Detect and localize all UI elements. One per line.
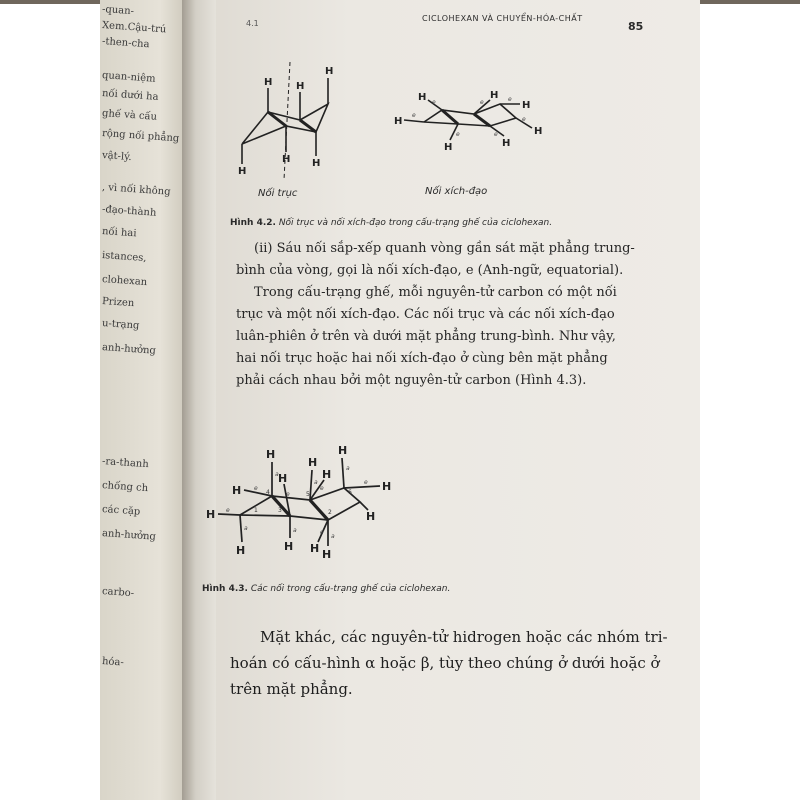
bond-marker-e: e	[494, 131, 498, 138]
text-line: trên mặt phẳng.	[230, 680, 353, 698]
section-marker: 4.1	[246, 19, 259, 28]
left-page-fragment: carbo-	[101, 586, 135, 600]
atom-label-h: H	[310, 542, 320, 555]
left-page-fragment: clohexan	[101, 274, 148, 289]
left-page-fragment: -then-cha	[101, 36, 150, 51]
bond-marker-e: e	[456, 131, 460, 138]
ring-number: 4	[266, 489, 270, 496]
text-line: luân-phiên ở trên và dưới mặt phẳng trung-bình. Như vậy,	[236, 329, 616, 344]
bond-marker-e: e	[286, 491, 290, 498]
left-page-fragment: anh-hưởng	[101, 342, 157, 357]
left-page-fragment: Prizen	[101, 296, 135, 310]
left-page-fragment: , vì nối không	[101, 182, 171, 198]
left-page-fragment: -ra-thanh	[101, 456, 150, 471]
left-page-fragment: istances,	[101, 250, 147, 265]
bond-marker-e: e	[320, 529, 324, 536]
running-head: CICLOHEXAN VÀ CHUYỂN-HÓA-CHẤT	[422, 14, 583, 23]
figure-4-3-diagram	[200, 430, 410, 570]
left-page-fragment: anh-hưởng	[101, 528, 157, 543]
bond-marker-e: e	[522, 116, 526, 123]
ring-number: 6	[348, 489, 352, 496]
text-line: Trong cấu-trạng ghế, mỗi nguyên-tử carbon có một nối	[254, 285, 617, 300]
atom-label-h: H	[322, 468, 332, 481]
caption-prefix: Hình 4.3.	[202, 584, 248, 594]
left-page-fragment: chống ch	[101, 480, 149, 495]
atom-label-h: H	[266, 448, 276, 461]
bond-marker-e: e	[226, 507, 230, 514]
bond-marker-e: e	[480, 99, 484, 106]
atom-label-h: H	[502, 138, 511, 149]
atom-label-h: H	[308, 456, 318, 469]
atom-label-h: H	[325, 66, 334, 77]
chair-4-3-structure	[218, 458, 380, 546]
bond-marker-a: a	[331, 533, 335, 540]
bond-marker-e: e	[412, 112, 416, 119]
bond-marker-a: a	[314, 479, 318, 486]
left-page-fragment: Xem.Cậu-trú	[101, 20, 167, 36]
atom-label-h: H	[322, 548, 332, 561]
book-gutter	[182, 0, 216, 800]
text-line: trục và một nối xích-đạo. Các nối trục và các nối xích-đạo	[236, 307, 615, 322]
text-line: (ii) Sáu nối sắp-xếp quanh vòng gần sát mặt phẳng trung-	[254, 241, 635, 256]
atom-label-h: H	[312, 158, 321, 169]
bond-marker-e: e	[508, 96, 512, 103]
caption-prefix: Hình 4.2.	[230, 218, 276, 228]
left-page-fragment: u-trạng	[101, 318, 140, 332]
left-page-fragment: ghế và cấu	[101, 108, 158, 123]
bond-marker-e: e	[320, 485, 324, 492]
paragraph-1	[236, 238, 676, 392]
left-page-fragment: nối hai	[101, 226, 137, 240]
atom-label-h: H	[296, 81, 305, 92]
atom-label-h: H	[444, 142, 453, 153]
atom-label-h: H	[282, 154, 291, 165]
label-equatorial: Nối xích-đạo	[425, 186, 488, 197]
left-page-fragment: -quan-	[101, 4, 135, 18]
page-number: 85	[628, 20, 644, 33]
axial-chair-atom-labels	[238, 66, 333, 177]
bond-marker-e: e	[432, 99, 436, 106]
atom-label-h: H	[206, 508, 216, 521]
label-axial: Nối trục	[258, 188, 298, 199]
ring-number: 1	[254, 507, 258, 514]
equatorial-chair-structure	[404, 100, 532, 140]
atom-label-h: H	[394, 116, 403, 127]
chair-4-3-ring-numbers	[254, 489, 352, 516]
left-page-fragment: nối dưới ha	[101, 88, 159, 103]
bond-marker-a: a	[275, 471, 279, 478]
text-line: phải cách nhau bởi một nguyên-tử carbon (Hình 4.3).	[236, 373, 587, 388]
ring-number: 5	[306, 491, 310, 498]
atom-label-h: H	[232, 484, 242, 497]
equatorial-bond-markers	[412, 96, 526, 138]
atom-label-h: H	[238, 166, 247, 177]
left-page-fragment: hóa-	[101, 656, 125, 669]
bond-marker-a: a	[244, 525, 248, 532]
atom-label-h: H	[366, 510, 376, 523]
chair-4-3-atom-labels	[206, 444, 391, 561]
text-line: hoán có cấu-hình α hoặc β, tùy theo chúng ở dưới hoặc ở	[230, 654, 660, 672]
atom-label-h: H	[418, 92, 427, 103]
ring-number: 3	[278, 507, 282, 514]
atom-label-h: H	[278, 472, 288, 485]
ring-number: 2	[328, 509, 332, 516]
bond-marker-a: a	[346, 465, 350, 472]
chair-4-3-bond-markers	[226, 465, 368, 540]
left-page-fragment: quan-niệm	[101, 70, 156, 85]
caption-text: Nối trục và nối xích-đạo trong cấu-trạng ghế của ciclohexan.	[278, 218, 553, 228]
left-page-fragment: các cặp	[101, 504, 141, 518]
figure-4-2-diagram	[228, 52, 568, 182]
text-line: Mặt khác, các nguyên-tử hidrogen hoặc các nhóm tri-	[260, 628, 668, 646]
bond-marker-e: e	[364, 479, 368, 486]
atom-label-h: H	[490, 90, 499, 101]
atom-label-h: H	[284, 540, 294, 553]
caption-text: Các nối trong cấu-trạng ghế của ciclohexan.	[250, 584, 451, 594]
figure-4-2-caption	[230, 218, 552, 228]
paragraph-2	[230, 624, 700, 702]
atom-label-h: H	[522, 100, 531, 111]
figure-4-3-caption	[202, 584, 450, 594]
bond-marker-e: e	[254, 485, 258, 492]
bond-marker-a: a	[293, 527, 297, 534]
atom-label-h: H	[264, 77, 273, 88]
text-line: hai nối trục hoặc hai nối xích-đạo ở cùng bên mặt phẳng	[236, 351, 608, 366]
atom-label-h: H	[236, 544, 246, 557]
left-page-fragment: -đạo-thành	[101, 204, 157, 219]
text-line: bình của vòng, gọi là nối xích-đạo, e (Anh-ngữ, equatorial).	[236, 263, 624, 278]
atom-label-h: H	[534, 126, 543, 137]
left-page-fragment: vật-lý.	[101, 150, 133, 164]
atom-label-h: H	[382, 480, 392, 493]
left-page-fragment: rộng nối phẳng	[101, 128, 180, 145]
atom-label-h: H	[338, 444, 348, 457]
